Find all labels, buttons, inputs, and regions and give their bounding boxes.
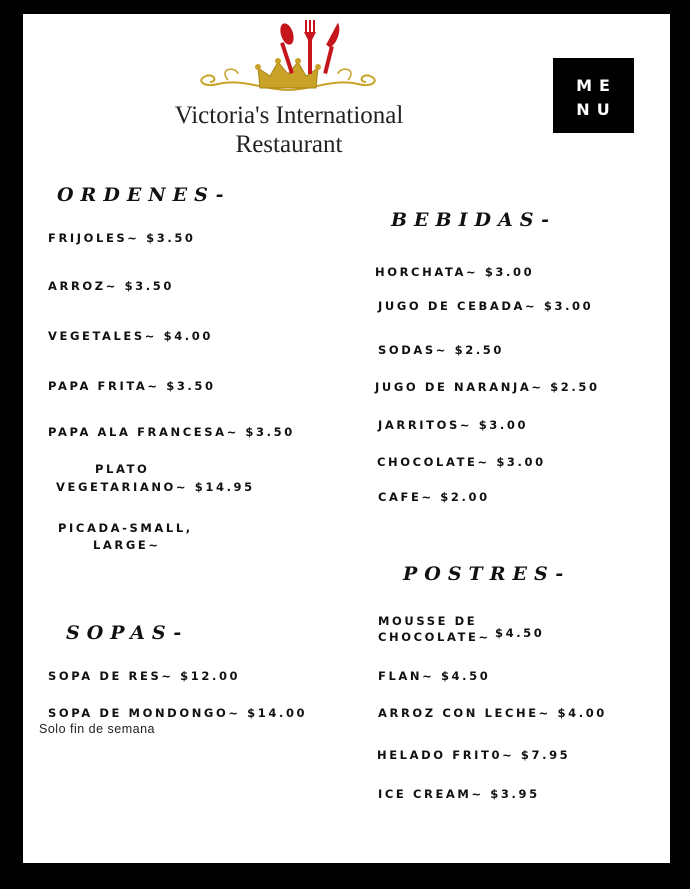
menu-item: PICADA-SMALL, (58, 521, 193, 535)
menu-item: PLATO (95, 462, 150, 476)
restaurant-name-line2: Restaurant (235, 131, 343, 158)
menu-item: JARRITOS~ $3.00 (378, 418, 529, 432)
section-heading-postres: POSTRES- (403, 563, 571, 585)
menu-item: HELADO FRIT0~ $7.95 (377, 748, 571, 762)
menu-item: VEGETARIANO~ $14.95 (56, 480, 255, 494)
section-heading-ordenes: ORDENES- (57, 184, 231, 206)
menu-item: JUGO DE NARANJA~ $2.50 (375, 380, 600, 394)
menu-page (23, 14, 670, 863)
menu-item: SODAS~ $2.50 (378, 343, 505, 357)
section-heading-sopas: SOPAS- (66, 622, 189, 644)
restaurant-name-line1: Victoria's International (174, 102, 404, 129)
menu-item: PAPA FRITA~ $3.50 (48, 379, 216, 393)
menu-item-price: $4.50 (495, 626, 545, 640)
menu-item: CHOCOLATE~ $3.00 (377, 455, 546, 469)
menu-item: CAFE~ $2.00 (378, 490, 490, 504)
menu-item: JUGO DE CEBADA~ $3.00 (378, 299, 594, 313)
menu-item: CHOCOLATE~ (378, 630, 491, 644)
menu-item: FRIJOLES~ $3.50 (48, 231, 196, 245)
menu-item: FLAN~ $4.50 (378, 669, 491, 683)
menu-badge-line2: NU (576, 100, 617, 119)
section-heading-bebidas: BEBIDAS- (391, 209, 557, 231)
menu-item: PAPA ALA FRANCESA~ $3.50 (48, 425, 295, 439)
menu-item: ARROZ~ $3.50 (48, 279, 174, 293)
crown-cutlery-logo-icon (188, 18, 388, 100)
menu-badge-line1: ME (576, 76, 617, 95)
menu-item: ICE CREAM~ $3.95 (378, 787, 540, 801)
menu-item: ARROZ CON LECHE~ $4.00 (378, 706, 607, 720)
menu-item: SOPA DE RES~ $12.00 (48, 669, 241, 683)
menu-item: HORCHATA~ $3.00 (375, 265, 535, 279)
menu-badge (553, 58, 634, 133)
menu-item: MOUSSE DE (378, 614, 478, 628)
sopas-note: Solo fin de semana (39, 722, 156, 736)
menu-item: SOPA DE MONDONGO~ $14.00 (48, 706, 308, 720)
menu-item: VEGETALES~ $4.00 (48, 329, 213, 343)
menu-item: LARGE~ (93, 538, 161, 552)
